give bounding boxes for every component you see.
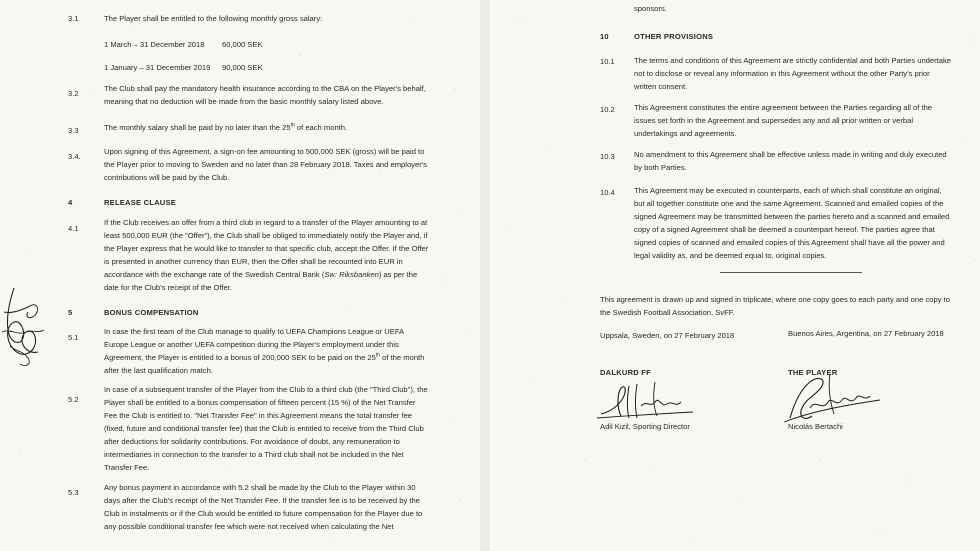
signing-place-date-club: Uppsala, Sweden, on 27 February 2018 (600, 331, 735, 340)
section-title-bonus-compensation: BONUS COMPENSATION (104, 308, 199, 317)
previous-page-fragment: sponsors. (634, 4, 667, 13)
clause-3-4-text: Upon signing of this Agreement, a sign-on fee amounting to 500,000 SEK (gross) will be paid to the Player prior to moving to Sweden and no later than 28 February 2018. Taxes and employer's contributions will be paid by the Club. (104, 147, 427, 182)
salary-row-1-amount: 60,000 SEK (222, 40, 263, 49)
clause-number: 10.1 (600, 57, 615, 66)
salary-row-2-amount: 90,000 SEK (222, 63, 263, 72)
clause-10-3-text: No amendment to this Agreement shall be effective unless made in writing and duly executed by both Parties. (634, 150, 947, 172)
clause-5-3-text: Any bonus payment in accordance with 5.2 shall be made by the Club to the Player within 30 days after the Club's receipt of the Net Transfer Fee. If the transfer fee is to be received by the Club in instalments or if the Club would be entitled to future compensation for the Player due to any possible conditional transfer fee which were not received when calculating the Net (104, 483, 423, 531)
clause-number: 5.2 (68, 395, 79, 404)
clause-number: 10.3 (600, 152, 615, 161)
section-divider-line (720, 272, 862, 273)
clause-number: 3.4. (68, 152, 81, 161)
salary-row-2-period: 1 January – 31 December 2019 (104, 63, 211, 72)
clause-number: 3.1 (68, 14, 79, 23)
section-number: 10 (600, 32, 609, 41)
contract-page-left (0, 0, 480, 551)
clause-10-2-text: This Agreement constitutes the entire agreement between the Parties regarding all of the issues set forth in the Agreement and supersedes any and all prior written or verbal undertakings and agreements. (634, 103, 933, 138)
clause-10-4-text: This Agreement may be executed in counterparts, each of which shall constitute an original, but all together constitute one and the same Agreement. Scanned and emailed copies of the signed Agreement may be transmitted between the parties hereto and a scanned and emailed copy of a signed Agreement shall be deemed a counterpart hereof. The parties agree that signed copies of scanned and emailed copies of this Agreement shall have all the power and legal validity as, and be deemed equal to, original copies. (634, 186, 950, 260)
salary-row-1-period: 1 March – 31 December 2018 (104, 40, 205, 49)
page-gutter (480, 0, 490, 551)
initials-signature-margin (0, 282, 50, 372)
signatory-name-player: Nicolás Bertachi (788, 422, 843, 431)
clause-number: 10.2 (600, 105, 615, 114)
closing-statement: This agreement is drawn up and signed in triplicate, where one copy goes to each party and one copy to the Swedish Football Association, SvFF. (600, 295, 950, 317)
signing-place-date-player: Buenos Aires, Argentina, on 27 February 2018 (788, 329, 944, 338)
contract-page-right (490, 0, 980, 551)
clause-number: 3.3 (68, 126, 79, 135)
signatory-name-club: Adil Kizil, Sporting Director (600, 422, 690, 431)
clause-number: 4.1 (68, 224, 79, 233)
section-number: 4 (68, 198, 73, 207)
party-label-player: THE PLAYER (788, 368, 838, 377)
clause-5-1-text: In case the first team of the Club manage to qualify to UEFA Champions League or UEFA Europe League or another UEFA competition during the Player's employment under this Agreement, the Player is entitled to a bonus of 200,000 SEK to be paid on the 25th of the month after the last qualification match. (104, 327, 425, 375)
clause-number: 5.1 (68, 333, 79, 342)
party-label-club: DALKURD FF (600, 368, 651, 377)
clause-number: 10.4 (600, 188, 615, 197)
clause-4-1-text: If the Club receives an offer from a third club in regard to a transfer of the Player amounting to at least 500,000 EUR (the "Offer"), the Club shall be obliged to immediately notify the Player and, if the Player express that he would like to transfer to that specific club, accept the Offer. If the Offer is presented in another currency than EUR, then the Offer shall be recounted into EUR in accordance with the exchange rate of the Swedish Central Bank (Sw: Riksbanken) as per the date for the Club's receipt of the Offer. (104, 218, 429, 292)
clause-3-3-text: The monthly salary shall be paid by no later than the 25th of each month. (104, 122, 348, 132)
section-title-release-clause: RELEASE CLAUSE (104, 198, 176, 207)
clause-3-2-text: The Club shall pay the mandatory health insurance according to the CBA on the Player's behalf, meaning that no deduction will be made from the basic monthly salary listed above. (104, 84, 426, 106)
clause-5-2-text: In case of a subsequent transfer of the Player from the Club to a third club (the "Third Club"), the Player shall be entitled to a bonus compensation of fifteen percent (15 %) of the Net Transfer Fee the Club is entitled to. "Net Transfer Fee" in this Agreement means the total transfer fee (fixed, future and conditional transfer fee) that the Club is entitled to receive from the Third Club after deductions for solidarity contributions. For avoidance of doubt, any remuneration to intermediaries in connection to the transfer to a Third club shall not be included in the Net Transfer Fee. (104, 385, 428, 472)
clause-10-1-text: The terms and conditions of this Agreement are strictly confidential and both Parties undertake not to disclose or reveal any information in this Agreement without the other Party's prior written consent. (634, 56, 952, 91)
section-number: 5 (68, 308, 73, 317)
clause-3-1-text: The Player shall be entitled to the following monthly gross salary: (104, 14, 323, 23)
clause-number: 5.3 (68, 488, 79, 497)
signature-club-director (595, 378, 705, 426)
section-title-other-provisions: OTHER PROVISIONS (634, 32, 714, 41)
clause-number: 3.2 (68, 89, 79, 98)
